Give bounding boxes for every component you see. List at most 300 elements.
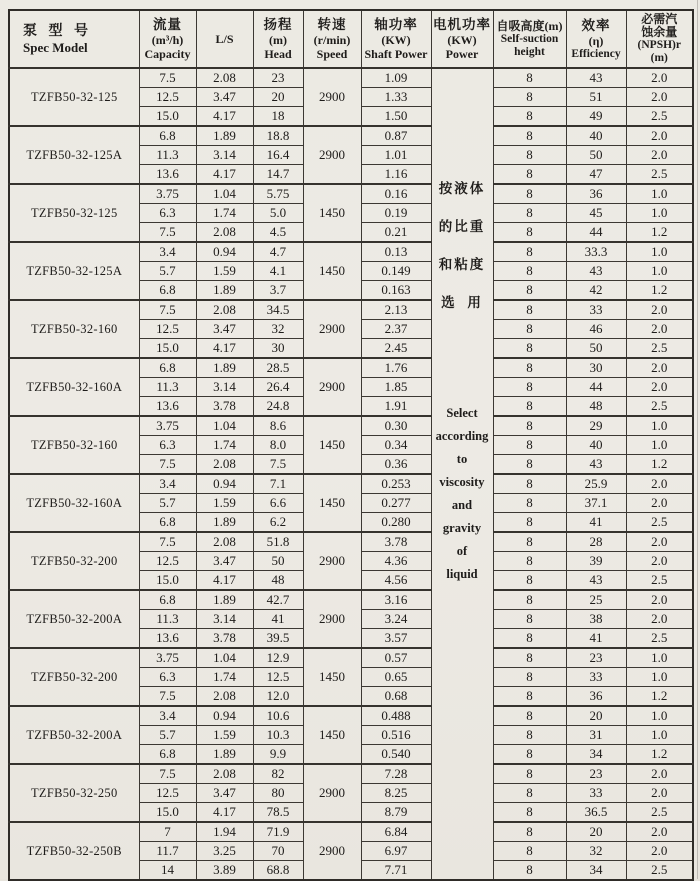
cell-suction-height: 8 [493,784,566,803]
pump-spec-table [8,9,694,881]
cell-npsh: 1.0 [626,436,693,455]
cell-head: 71.9 [253,822,303,842]
cell-head: 18.8 [253,126,303,146]
cell-npsh: 2.5 [626,513,693,533]
table-row [9,126,693,146]
col-header-suction [493,10,566,68]
cell-capacity: 3.4 [139,706,196,726]
cell-suction-height: 8 [493,455,566,475]
cell-capacity: 3.75 [139,648,196,668]
cell-npsh: 2.0 [626,610,693,629]
col-header-head [253,10,303,68]
cell-suction-height: 8 [493,416,566,436]
cell-ls: 1.59 [196,726,253,745]
cell-capacity: 6.8 [139,126,196,146]
cell-npsh: 2.0 [626,552,693,571]
cell-efficiency: 44 [566,223,626,243]
cell-capacity: 6.8 [139,513,196,533]
cell-capacity: 5.7 [139,494,196,513]
header-text-en: Shaft Power [364,47,428,61]
cell-head: 70 [253,842,303,861]
power-note-line-en: and [451,498,473,512]
header-text-zh: 扬程 [263,17,293,32]
table-row [9,648,693,668]
cell-capacity: 7.5 [139,687,196,707]
table-row [9,764,693,784]
header-text-unit: (m) [269,33,287,47]
header-text-zh: 流量 [153,17,182,32]
cell-efficiency: 33.3 [566,242,626,262]
cell-suction-height: 8 [493,552,566,571]
cell-efficiency: 43 [566,262,626,281]
cell-capacity: 13.6 [139,165,196,185]
cell-npsh: 2.5 [626,107,693,127]
table-body [9,68,693,880]
cell-capacity: 5.7 [139,726,196,745]
cell-efficiency: 40 [566,436,626,455]
cell-npsh: 2.5 [626,629,693,649]
cell-suction-height: 8 [493,223,566,243]
cell-shaft-power: 0.19 [361,204,431,223]
power-note-line-zh: 按液体 [438,181,486,196]
cell-shaft-power: 0.277 [361,494,431,513]
cell-model: TZFB50-32-200 [9,648,139,706]
cell-npsh: 1.2 [626,745,693,765]
cell-npsh: 2.0 [626,474,693,494]
cell-head: 5.75 [253,184,303,204]
col-header-efficiency [566,10,626,68]
cell-shaft-power: 6.84 [361,822,431,842]
cell-efficiency: 34 [566,745,626,765]
cell-suction-height: 8 [493,822,566,842]
header-text-zh: 电机功率 [433,17,491,32]
cell-capacity: 6.3 [139,204,196,223]
header-text-en: Efficiency [571,48,621,60]
cell-npsh: 2.0 [626,822,693,842]
cell-npsh: 2.0 [626,358,693,378]
power-note-line-en: according [435,429,489,443]
cell-capacity: 6.8 [139,281,196,301]
header-text-en: Speed [316,47,348,61]
cell-npsh: 1.2 [626,687,693,707]
header-text-zh: 轴功率 [374,17,418,32]
col-header-speed [303,10,361,68]
cell-model: TZFB50-32-125A [9,242,139,300]
cell-efficiency: 31 [566,726,626,745]
cell-efficiency: 20 [566,706,626,726]
cell-ls: 4.17 [196,571,253,591]
cell-capacity: 12.5 [139,88,196,107]
cell-ls: 3.78 [196,397,253,417]
cell-suction-height: 8 [493,378,566,397]
header-text-unit: (m³/h) [151,33,184,47]
header-text-unit: (KW) [381,33,411,47]
cell-efficiency: 45 [566,204,626,223]
cell-shaft-power: 1.91 [361,397,431,417]
cell-head: 42.7 [253,590,303,610]
cell-ls: 3.14 [196,378,253,397]
header-text-zh: 自吸高度(m) [496,18,563,33]
cell-head: 9.9 [253,745,303,765]
cell-head: 28.5 [253,358,303,378]
cell-efficiency: 29 [566,416,626,436]
power-note-line-en: gravity [442,521,482,535]
cell-ls: 1.89 [196,590,253,610]
cell-shaft-power: 0.149 [361,262,431,281]
cell-model: TZFB50-32-160A [9,474,139,532]
cell-npsh: 2.0 [626,842,693,861]
cell-head: 82 [253,764,303,784]
header-text-en: Head [264,47,292,61]
cell-shaft-power: 0.30 [361,416,431,436]
cell-capacity: 6.8 [139,745,196,765]
cell-efficiency: 23 [566,648,626,668]
cell-efficiency: 36 [566,687,626,707]
cell-speed: 2900 [303,126,361,184]
cell-head: 3.7 [253,281,303,301]
cell-head: 34.5 [253,300,303,320]
cell-ls: 2.08 [196,532,253,552]
cell-suction-height: 8 [493,590,566,610]
cell-capacity: 6.3 [139,436,196,455]
cell-ls: 3.47 [196,784,253,803]
cell-suction-height: 8 [493,532,566,552]
cell-suction-height: 8 [493,165,566,185]
cell-ls: 0.94 [196,706,253,726]
cell-model: TZFB50-32-160 [9,300,139,358]
header-text-en: height [514,45,545,58]
cell-suction-height: 8 [493,436,566,455]
cell-efficiency: 33 [566,668,626,687]
cell-ls: 2.08 [196,687,253,707]
cell-suction-height: 8 [493,571,566,591]
cell-npsh: 1.0 [626,204,693,223]
cell-shaft-power: 0.16 [361,184,431,204]
cell-efficiency: 49 [566,107,626,127]
cell-efficiency: 50 [566,146,626,165]
cell-efficiency: 41 [566,513,626,533]
cell-capacity: 13.6 [139,397,196,417]
cell-suction-height: 8 [493,126,566,146]
cell-npsh: 2.5 [626,803,693,823]
cell-suction-height: 8 [493,764,566,784]
cell-capacity: 7.5 [139,455,196,475]
cell-npsh: 2.5 [626,339,693,359]
cell-capacity: 3.75 [139,184,196,204]
cell-suction-height: 8 [493,358,566,378]
cell-efficiency: 39 [566,552,626,571]
cell-ls: 4.17 [196,803,253,823]
cell-head: 4.1 [253,262,303,281]
cell-capacity: 7.5 [139,68,196,88]
cell-speed: 1450 [303,706,361,764]
cell-shaft-power: 0.488 [361,706,431,726]
cell-suction-height: 8 [493,861,566,881]
power-note-line-zh: 的比重 [438,219,486,234]
cell-model: TZFB50-32-200A [9,706,139,764]
cell-npsh: 2.0 [626,320,693,339]
cell-speed: 2900 [303,532,361,590]
cell-efficiency: 25 [566,590,626,610]
power-note-line-en: of [456,544,468,558]
cell-npsh: 2.0 [626,784,693,803]
cell-capacity: 6.8 [139,358,196,378]
cell-shaft-power: 7.71 [361,861,431,881]
motor-power-note [432,69,493,586]
cell-efficiency: 37.1 [566,494,626,513]
cell-efficiency: 48 [566,397,626,417]
cell-shaft-power: 3.24 [361,610,431,629]
cell-shaft-power: 0.163 [361,281,431,301]
cell-npsh: 2.0 [626,378,693,397]
header-text-unit: (KW) [447,33,477,47]
cell-suction-height: 8 [493,726,566,745]
cell-shaft-power: 7.28 [361,764,431,784]
cell-npsh: 1.0 [626,262,693,281]
scan-edge-artifact [697,0,698,879]
cell-head: 6.2 [253,513,303,533]
cell-shaft-power: 3.16 [361,590,431,610]
cell-suction-height: 8 [493,668,566,687]
cell-suction-height: 8 [493,184,566,204]
cell-capacity: 6.8 [139,590,196,610]
cell-head: 5.0 [253,204,303,223]
header-text-unit: (NPSH)r [637,39,681,51]
cell-capacity: 3.75 [139,416,196,436]
cell-capacity: 6.3 [139,668,196,687]
cell-efficiency: 46 [566,320,626,339]
cell-ls: 3.89 [196,861,253,881]
cell-shaft-power: 0.280 [361,513,431,533]
col-header-capacity [139,10,196,68]
header-text-en: Power [445,47,479,61]
power-note-line-en: Select [446,406,478,420]
cell-suction-height: 8 [493,300,566,320]
cell-suction-height: 8 [493,706,566,726]
header-text-unit: (m) [650,52,668,64]
cell-ls: 2.08 [196,300,253,320]
header-text-en: Capacity [144,47,191,61]
table-row [9,474,693,494]
cell-efficiency: 44 [566,378,626,397]
cell-capacity: 11.7 [139,842,196,861]
cell-npsh: 1.0 [626,184,693,204]
cell-capacity: 3.4 [139,242,196,262]
col-header-npsh [626,10,693,68]
cell-speed: 1450 [303,474,361,532]
cell-shaft-power: 0.68 [361,687,431,707]
cell-shaft-power: 0.36 [361,455,431,475]
cell-head: 16.4 [253,146,303,165]
col-header-shaft-power [361,10,431,68]
cell-head: 23 [253,68,303,88]
cell-speed: 2900 [303,822,361,880]
cell-suction-height: 8 [493,204,566,223]
cell-head: 10.3 [253,726,303,745]
cell-capacity: 12.5 [139,320,196,339]
table-row [9,822,693,842]
cell-capacity: 13.6 [139,629,196,649]
cell-capacity: 12.5 [139,552,196,571]
cell-ls: 1.89 [196,126,253,146]
cell-npsh: 1.2 [626,455,693,475]
cell-head: 7.5 [253,455,303,475]
cell-npsh: 2.5 [626,165,693,185]
cell-ls: 2.08 [196,223,253,243]
cell-suction-height: 8 [493,474,566,494]
cell-suction-height: 8 [493,242,566,262]
table-row [9,184,693,204]
cell-shaft-power: 0.253 [361,474,431,494]
cell-suction-height: 8 [493,339,566,359]
cell-model: TZFB50-32-160A [9,358,139,416]
cell-ls: 1.89 [196,513,253,533]
table-row [9,242,693,262]
cell-shaft-power: 8.79 [361,803,431,823]
power-note-line-zh: 选 用 [441,295,483,310]
cell-shaft-power: 1.09 [361,68,431,88]
header-text-zh: 泵 型 号 [23,24,92,39]
cell-ls: 1.89 [196,358,253,378]
cell-ls: 0.94 [196,242,253,262]
cell-npsh: 2.0 [626,764,693,784]
cell-capacity: 15.0 [139,571,196,591]
cell-speed: 2900 [303,68,361,126]
cell-speed: 2900 [303,764,361,822]
cell-capacity: 7.5 [139,300,196,320]
cell-capacity: 15.0 [139,803,196,823]
cell-ls: 3.47 [196,320,253,339]
cell-head: 39.5 [253,629,303,649]
power-note-line-zh: 和粘度 [438,257,486,272]
cell-head: 51.8 [253,532,303,552]
cell-efficiency: 43 [566,455,626,475]
cell-head: 6.6 [253,494,303,513]
cell-capacity: 11.3 [139,146,196,165]
header-text-unit: (η) [588,34,604,48]
cell-ls: 1.74 [196,668,253,687]
cell-suction-height: 8 [493,513,566,533]
cell-model: TZFB50-32-250 [9,764,139,822]
cell-shaft-power: 2.37 [361,320,431,339]
cell-shaft-power: 0.21 [361,223,431,243]
cell-head: 80 [253,784,303,803]
cell-efficiency: 34 [566,861,626,881]
cell-suction-height: 8 [493,146,566,165]
cell-suction-height: 8 [493,610,566,629]
cell-shaft-power: 4.56 [361,571,431,591]
cell-npsh: 2.0 [626,68,693,88]
cell-efficiency: 33 [566,300,626,320]
cell-shaft-power: 0.516 [361,726,431,745]
cell-efficiency: 38 [566,610,626,629]
cell-shaft-power: 0.34 [361,436,431,455]
header-row [9,10,693,68]
cell-suction-height: 8 [493,262,566,281]
cell-head: 14.7 [253,165,303,185]
col-header-motor-power [431,10,493,68]
table-row [9,416,693,436]
cell-suction-height: 8 [493,397,566,417]
header-text-en: Spec Model [23,40,88,55]
cell-head: 68.8 [253,861,303,881]
cell-model: TZFB50-32-125 [9,184,139,242]
cell-head: 10.6 [253,706,303,726]
cell-model: TZFB50-32-125A [9,126,139,184]
cell-speed: 1450 [303,184,361,242]
cell-head: 4.7 [253,242,303,262]
cell-efficiency: 41 [566,629,626,649]
cell-ls: 1.04 [196,648,253,668]
cell-npsh: 1.0 [626,706,693,726]
cell-npsh: 1.2 [626,223,693,243]
cell-shaft-power: 2.45 [361,339,431,359]
cell-suction-height: 8 [493,687,566,707]
cell-capacity: 11.3 [139,610,196,629]
col-header-ls [196,10,253,68]
cell-suction-height: 8 [493,842,566,861]
cell-model: TZFB50-32-125 [9,68,139,126]
table-row [9,300,693,320]
cell-ls: 4.17 [196,165,253,185]
cell-efficiency: 33 [566,784,626,803]
cell-ls: 3.14 [196,610,253,629]
cell-efficiency: 40 [566,126,626,146]
cell-ls: 3.47 [196,552,253,571]
cell-suction-height: 8 [493,629,566,649]
cell-capacity: 12.5 [139,784,196,803]
cell-efficiency: 25.9 [566,474,626,494]
cell-ls: 1.59 [196,494,253,513]
cell-head: 24.8 [253,397,303,417]
cell-model: TZFB50-32-200 [9,532,139,590]
cell-speed: 2900 [303,590,361,648]
cell-efficiency: 28 [566,532,626,552]
cell-head: 50 [253,552,303,571]
cell-npsh: 2.0 [626,88,693,107]
cell-speed: 1450 [303,416,361,474]
cell-ls: 1.94 [196,822,253,842]
cell-head: 32 [253,320,303,339]
table-row [9,706,693,726]
cell-ls: 0.94 [196,474,253,494]
cell-efficiency: 30 [566,358,626,378]
cell-shaft-power: 1.16 [361,165,431,185]
cell-capacity: 7.5 [139,764,196,784]
cell-shaft-power: 1.50 [361,107,431,127]
cell-head: 20 [253,88,303,107]
cell-speed: 1450 [303,242,361,300]
cell-ls: 2.08 [196,764,253,784]
cell-head: 30 [253,339,303,359]
cell-speed: 1450 [303,648,361,706]
cell-capacity: 11.3 [139,378,196,397]
cell-npsh: 2.0 [626,494,693,513]
cell-suction-height: 8 [493,107,566,127]
cell-suction-height: 8 [493,803,566,823]
cell-ls: 2.08 [196,455,253,475]
cell-npsh: 1.0 [626,726,693,745]
header-text-en: Self-suction [500,32,559,45]
cell-suction-height: 8 [493,68,566,88]
cell-npsh: 1.2 [626,281,693,301]
cell-ls: 3.25 [196,842,253,861]
cell-shaft-power: 1.76 [361,358,431,378]
cell-ls: 1.74 [196,204,253,223]
cell-efficiency: 43 [566,571,626,591]
header-text-unit: (r/min) [313,33,351,47]
header-text-zh: 转速 [317,17,347,32]
